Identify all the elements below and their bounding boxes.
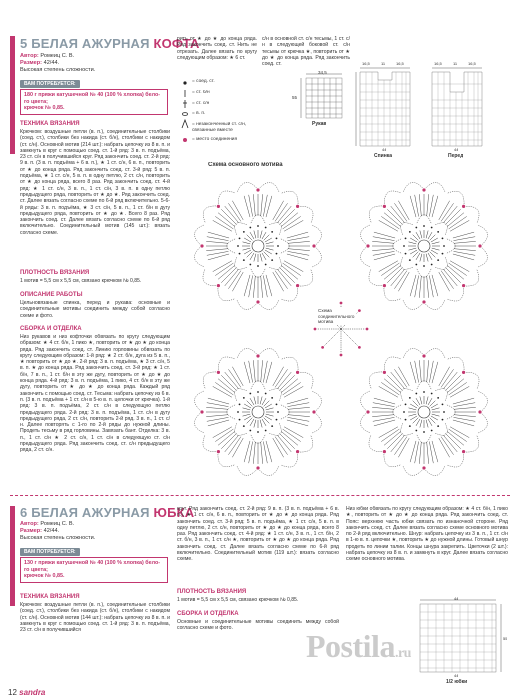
motif-2 [194, 348, 321, 475]
legend-sl-st-icon [183, 81, 186, 84]
work-text-top: Цельновязаные спинка, перед и рукава: основные и соединительные мотивы соединить между собой согласно схеме и фото. [20, 300, 170, 319]
section-divider [10, 495, 510, 496]
density-text-bottom: 1 мотив = 5,5 см х 5,5 см, связано крючком № 0,85. [177, 597, 299, 603]
article-title-bottom: 6 БЕЛАЯ АЖУРНАЯ ЮБКА [20, 505, 195, 520]
back-label: Спинка [374, 153, 393, 159]
legend-item-5: = место соединения [192, 137, 238, 142]
legend-ch-icon [182, 113, 187, 116]
col2-text-bottom: круг. Ряд закончить соед. ст. 2-й ряд: 9 в. п. (3 в. п. подъёма + 6 в. п.), ★ 1 ст. с/н, 6 в. п., повторить от ★ до ★ до конца ряда. Ряд закончить соед. ст. 3-й ряд: 5 в. п. подъёма, ★ 1 ст. с/н, 5 в. п. в одну петлю, 2 ст. с/н, повторить от ★ до ★ до конца ряда, всего 8 раз. Ряд закончить соед. ст. 4-й ряд: ★ 1 ст. с/н, 3 в. п., 1 ст. б/н, 2 ст. б/н, 3 в. п., 1 ст. с/н ★, повторить от ★ до ★ до конца ряда. Ряд закончить соед. ст. Далее вязать согласно схеме по 6-й ряд включительно. Соединительный мотив (119 шт.): вязать согласно схеме. [177, 506, 339, 563]
materials-box-top: 180 г пряжи катушечной № 40 (100 % хлопка) бело- го цвета; крючок № 0,85. [20, 89, 168, 115]
work-heading-top: ОПИСАНИЕ РАБОТЫ [20, 292, 83, 298]
back-bottom-dim: 44 [382, 147, 387, 152]
density-heading-top: ПЛОТНОСТЬ ВЯЗАНИЯ [20, 270, 90, 276]
sleeve-scheme [292, 70, 352, 132]
motif-1 [360, 182, 487, 309]
legend-item-0: = соед. ст. [192, 79, 215, 84]
front-w3: 16,5 [468, 61, 476, 66]
size-line-top: Размер: 42/44. [20, 60, 60, 66]
skirt-label: 1/2 юбки [446, 679, 468, 685]
page-footer: 12 sandra [8, 688, 46, 697]
author-line-bottom: Автор: Ромеиц С. В. [20, 521, 75, 527]
back-front-schemes [354, 58, 510, 162]
col3-text-top: с/н в основной ст. с/н тесьмы, 1 ст. с/н в следующей боковой ст. с/н тесьмы от крючка ★, повторить от ★ до ★ до конца ряда. Ряд закончить соед. ст. [262, 36, 350, 68]
accent-bar-bottom [10, 506, 15, 606]
legend-dec-icon [182, 120, 188, 128]
sleeve-top-dim: 34,5 [318, 70, 327, 75]
technique-text-top: Крючком: воздушные петли (в. п.), соединительные столбики (соед. ст.), столбики без накида (ст. б/н), столбики с накидом (ст. с/н). Основной мотив (214 шт.): набрать цепочку из 8 в. п. и замкнуть в круг с помощью соед. ст. 1-й ряд: 3 в. п. подъёма, 23 ст. с/н в получившийся круг. Ряд закончить соед. ст. 2-й ряд: 9 в. п. (3 в. п. подъёма + 6 в. п.), ★ 1 ст. с/н, 6 в. п., повторить от ★ до конца ряда. Ряд закончить соед. ст. 3-й ряд: 5 в. п. подъёма, ★ 1 ст. с/н, 5 в. п. в одну петлю, 2 ст. с/н, повторить от ★ до конца ряда, всего 8 раз. Ряд закончить соед. ст. 4-й ряд: ★ 1 ст. с/н, 3 в. п., 1 ст. с/н, 3 в. п. в одну петлю предыдущего ряда, повторить от ★ до ★. Ряд закончить соед. ст. Далее вязать согласно схеме по 6-й ряд включительно. 5-6-й ряды: 3 в. п. подъёма, ★ 3 ст. с/н, 5 в. п., 1 ст. б/н в дугу предыдущего ряда, повторить от ★ до ★. Всего 8 раз. Ряд закончить соед. ст. Далее вязать согласно схеме по 6-й ряд включительно. Соединительный мотив (145 шт.): вязать согласно схеме. [20, 129, 170, 236]
skirt-side-dim: 55 [503, 636, 508, 641]
motif-scheme-title: Схема основного мотива [208, 162, 283, 168]
density-heading-bottom: ПЛОТНОСТЬ ВЯЗАНИЯ [177, 589, 247, 595]
back-w3: 16,5 [396, 61, 404, 66]
front-label: Перед [448, 153, 464, 159]
legend-item-4: = незаконченный ст. с/н, связанные вместе [192, 122, 247, 133]
density-text-top: 1 мотив = 5,5 см х 5,5 см, связано крючком № 0,85. [20, 278, 142, 284]
legend-item-1: = ст. б/н [192, 90, 210, 95]
skirt-top-dim: 44 [454, 596, 459, 601]
watermark: Postila.ru [306, 628, 411, 664]
back-w1: 16,5 [362, 61, 370, 66]
assembly-text-top: Низ рукавов и низ кофточки обвязать по кругу следующим образом: ★ 4 ст. б/н, 1 пико ★, повторить от ★ до ★ до конца ряда. Ряд закончить соед. ст. Линию горловины обвязать по кругу следующим образом: 1-й ряд: ★ 2 ст. б/н, дуга из 5 в. п., ★ повторить от ★ до ★. 2-й ряд: 3 в. п. подъёма, ★ 3 ст. с/н, 5 в. п. ★ до конца ряда. Ряд закончить соед. ст. 3-й ряд: ★ 1 ст. б/н, 7 в. п., 1 ст. б/н в эту же дугу, повторить от ★ до ★ до конца ряда. 4-й ряд: 3 в. п. подъёма, 1 пико, 4 ст. б/н в эту же дугу, повторить от ★ до ★ до конца ряда. Каждый ряд закончить с помощью соед. ст. Тесьма: набрать цепочку из 6 в. п. (3 в. п. подъёма + 1 ст. с/н в 5-ю в. п. цепочки от крючка). 1-й ряд: 3 в. п. подъёма, 2 ст. с/н в следующую петлю предыдущего ряда. 2-й ряд: 3 в. п. подъёма, 1 ст. с/н в дугу предыдущего ряда, 2 ст. с/н, повторить 2-й ряд. 3 в. п., 1 ст. с/н. Далее повторять с 1-го по 2-й ряды до нужной длины. Продеть тесьму в ряд горловины. Завязать бант. Отделка: 3 в. п., 1 ст. с/н ★ 2 ст. с/н, 1 ст. с/н в следующую ст. с/н предыдущего ряда. Ряд закончить соед. ст. с/н предыдущего ряда, 2 ст. с/н. [20, 334, 170, 454]
materials-tag-bottom: ВАМ ПОТРЕБУЕТСЯ: [20, 548, 80, 556]
col3-text-bottom: Низ юбки обвязать по кругу следующим образом: ★ 4 ст. б/н, 1 пико ★, повторить от ★ до ★ до конца ряда. Ряд закончить соед. ст. Пояс: верхнюю часть юбки связать по изнаночной стороне. Ряд закончить соед. ст. Далее вязать согласно схеме основного мотива по 2-й ряд включительно. Шнур: набрать цепочку из 3 в. п., 1 ст. с/н в 1-ю в. п. цепочки ★, повторить ★ до нужной длины. Готовый шнур продеть по линии талии. Концы шнура закрепить. Цветочки (2 шт.): набрать цепочку из 8 в. п. и замкнуть в круг. Далее вязать согласно схеме основного мотива. [346, 506, 508, 563]
assembly-heading-top: СБОРКА И ОТДЕЛКА [20, 326, 82, 332]
author-line-top: Автор: Ромеиц С. В. [20, 53, 75, 59]
size-line-bottom: Размер: 42/44. [20, 528, 60, 534]
sleeve-label: Рукав [312, 121, 327, 127]
accent-bar-top [10, 36, 15, 154]
legend-join-icon [183, 138, 187, 142]
motif-3 [360, 348, 487, 475]
front-w1: 16,5 [434, 61, 442, 66]
assembly-text-bottom: Основные и соединительные мотивы соединить между собой согласно схеме и фото. [177, 619, 339, 632]
motif-diagram [178, 168, 510, 492]
difficulty-top: Высокая степень сложности. [20, 67, 96, 73]
technique-heading-top: ТЕХНИКА ВЯЗАНИЯ [20, 121, 80, 127]
back-w2: 11 [381, 61, 386, 66]
symbol-legend [180, 76, 270, 148]
skirt-bottom-dim: 44 [454, 673, 459, 678]
legend-item-3: = в. п. [192, 111, 206, 116]
front-bottom-dim: 44 [454, 147, 459, 152]
legend-item-2: = ст. с/н [192, 101, 210, 106]
connect-motif-label: Схема соединительного мотива [318, 308, 355, 325]
materials-box-bottom: 130 г пряжи катушечной № 40 (100 % хлопка) бело- го цвета; крючок № 0,85. [20, 557, 168, 583]
col2-text-top: рить от ★ до ★ до конца ряда. Ряд закончить соед. ст. Нить не отрезать. Далее вязать по кругу следующим образом: ★ 6 ст. [177, 36, 257, 61]
sleeve-side-dim: 55 [292, 95, 298, 100]
skirt-scheme [410, 596, 510, 686]
article-title-top: 5 БЕЛАЯ АЖУРНАЯ КОФТА [20, 36, 200, 51]
front-w2: 11 [453, 61, 458, 66]
technique-heading-bottom: ТЕХНИКА ВЯЗАНИЯ [20, 594, 80, 600]
motif-0 [194, 182, 321, 309]
technique-text-bottom: Крючком: воздушные петли (в. п.), соединительные столбики (соед. ст.), столбики без накида (ст. б/н), столбики с накидом (ст. с/н). Основной мотив (144 шт.): набрать цепочку из 8 в. п. и замкнуть в круг с помощью соед. ст. 1-й ряд: 3 в. п. подъёма, 23 ст. с/н в получившийся [20, 602, 170, 634]
difficulty-bottom: Высокая степень сложности. [20, 535, 96, 541]
assembly-heading-bottom: СБОРКА И ОТДЕЛКА [177, 611, 239, 617]
materials-tag-top: ВАМ ПОТРЕБУЕТСЯ: [20, 80, 80, 88]
